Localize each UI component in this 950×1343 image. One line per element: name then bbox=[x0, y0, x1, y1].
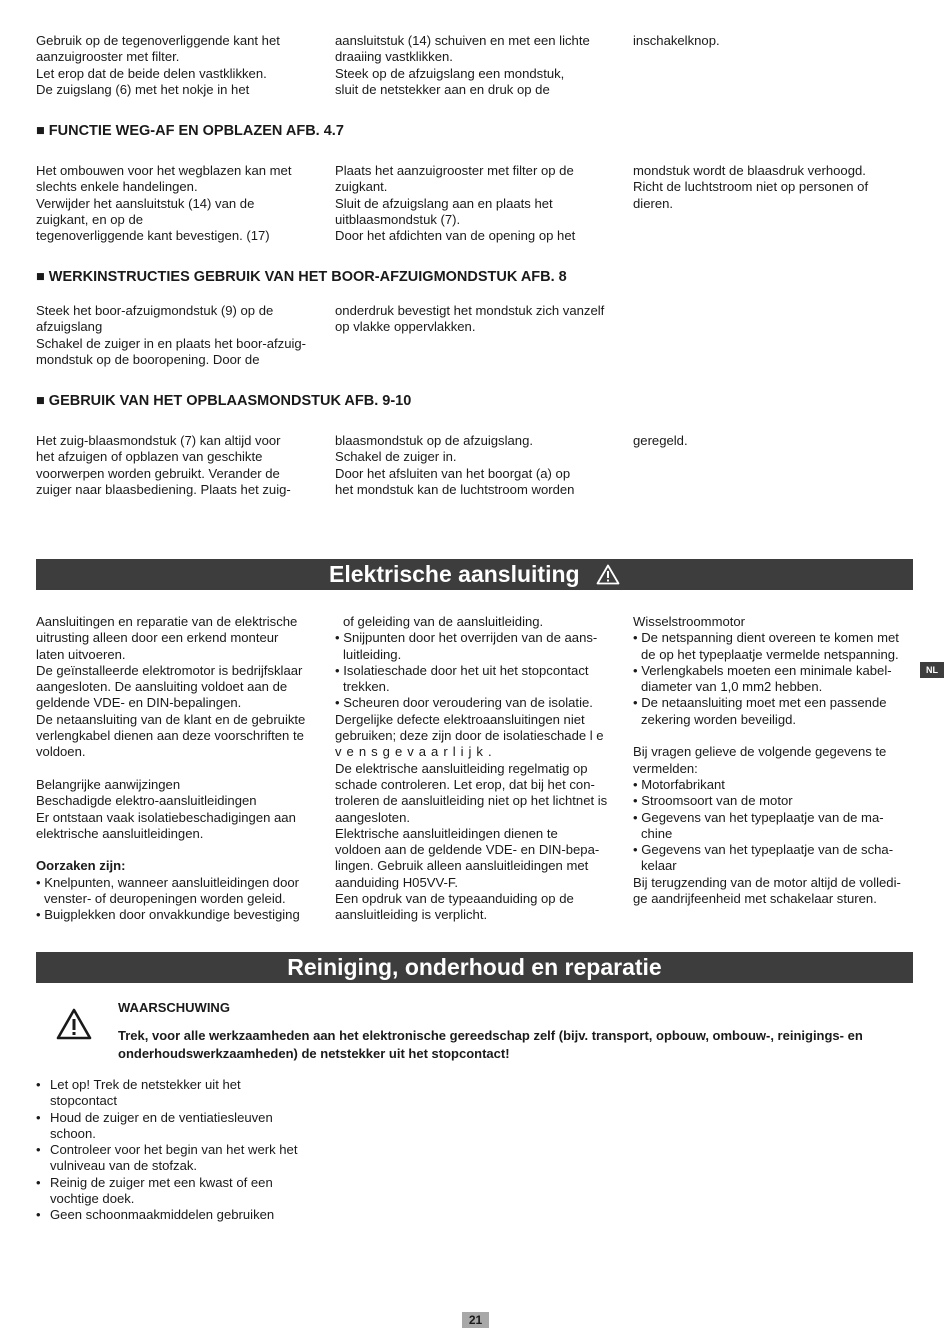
text-line: stopcontact bbox=[50, 1093, 117, 1109]
text-line: luitleiding. bbox=[343, 646, 402, 662]
text-line: laten uitvoeren. bbox=[36, 646, 126, 662]
text-line: blaasmondstuk op de afzuigslang. bbox=[335, 433, 533, 448]
text-line: schoon. bbox=[50, 1125, 96, 1141]
text-line: • Stroomsoort van de motor bbox=[633, 793, 793, 809]
banner-title: Elektrische aansluiting bbox=[329, 561, 580, 587]
list-item bbox=[36, 1142, 297, 1175]
text-line: trekken. bbox=[343, 679, 390, 695]
text-line: Let op! Trek de netstekker uit het bbox=[50, 1077, 241, 1092]
text-line: afzuigslang bbox=[36, 319, 103, 335]
text-line: • Scheuren door veroudering van de isolatie. bbox=[335, 695, 593, 711]
text-line: Beschadigde elektro-aansluitleidingen bbox=[36, 793, 257, 809]
text-line: • Motorfabrikant bbox=[633, 776, 725, 792]
text-line: • Isolatieschade door het uit het stopcontact bbox=[335, 662, 589, 678]
section-heading-werkinstructies: ■ WERKINSTRUCTIES GEBRUIK VAN HET BOOR-AFZUIGMONDSTUK AFB. 8 bbox=[36, 269, 567, 285]
text-line: De zuigslang (6) met het nokje in het bbox=[36, 81, 250, 97]
text-line bbox=[36, 761, 305, 777]
text-line: onderdruk bevestigt het mondstuk zich vanzelf bbox=[335, 303, 605, 318]
text-line-bold: Oorzaken zijn: bbox=[36, 858, 126, 874]
text-line: voldoen. bbox=[36, 744, 86, 760]
text-line: • Knelpunten, wanneer aansluitleidingen door bbox=[36, 874, 300, 890]
text-line: schade controleren. Let erop, dat bij het con- bbox=[335, 776, 595, 792]
functie-col2 bbox=[335, 163, 575, 244]
text-line: Het zuig-blaasmondstuk (7) kan altijd voor bbox=[36, 433, 281, 448]
opblaas-col3 bbox=[633, 433, 688, 449]
text-line: tegenoverliggende kant bevestigen. (17) bbox=[36, 228, 270, 244]
text-line: Richt de luchtstroom niet op personen of bbox=[633, 179, 869, 195]
text-line: Elektrische aansluitleidingen dienen te bbox=[335, 825, 558, 841]
text-line: chine bbox=[641, 825, 673, 841]
text-line: venster- of deuropeningen worden geleid. bbox=[44, 891, 286, 907]
text-line: Aansluitingen en reparatie van de elektrische bbox=[36, 614, 298, 629]
list-item bbox=[36, 1077, 297, 1110]
text-line: uitrusting alleen door een erkend monteur bbox=[36, 630, 279, 646]
top-col3 bbox=[633, 33, 720, 49]
text-line: Door het afsluiten van het boorgat (a) op bbox=[335, 465, 571, 481]
warning-text bbox=[118, 1027, 863, 1063]
werk-col1 bbox=[36, 303, 306, 368]
text-line: De netaansluiting van de klant en de gebruikte bbox=[36, 711, 306, 727]
text-line: De geïnstalleerde elektromotor is bedrijfsklaar bbox=[36, 662, 303, 678]
opblaas-col2 bbox=[335, 433, 574, 498]
text-line: of geleiding van de aansluitleiding. bbox=[343, 614, 544, 629]
text-line: • De netaansluiting moet met een passende bbox=[633, 695, 887, 711]
warning-triangle-icon bbox=[596, 562, 620, 593]
text-line: draaiing vastklikken. bbox=[335, 49, 453, 65]
text-line: vermelden: bbox=[633, 760, 698, 776]
text-line: aanduiding H05VV-F. bbox=[335, 874, 459, 890]
text-line: vochtige doek. bbox=[50, 1191, 135, 1207]
language-tab: NL bbox=[920, 662, 944, 678]
text-line: voldoen aan de geldende VDE- en DIN-bepa- bbox=[335, 842, 600, 858]
werk-col2 bbox=[335, 303, 604, 336]
text-line bbox=[633, 728, 901, 744]
text-line: De elektrische aansluitleiding regelmatig op bbox=[335, 760, 588, 776]
maintenance-list bbox=[36, 1077, 297, 1224]
text-line: zekering worden beveiligd. bbox=[641, 711, 797, 727]
text-line: Reinig de zuiger met een kwast of een bbox=[50, 1174, 273, 1190]
text-line-spaced: vensgevaarlijk. bbox=[335, 744, 497, 760]
text-line: aanzuigrooster met filter. bbox=[36, 49, 180, 65]
text-line: Een opdruk van de typeaanduiding op de bbox=[335, 891, 574, 907]
text-line: Schakel de zuiger in. bbox=[335, 449, 457, 465]
functie-col1 bbox=[36, 163, 291, 244]
text-line bbox=[36, 842, 305, 858]
text-line: elektrische aansluitleidingen. bbox=[36, 825, 204, 841]
text-line: Door het afdichten van de opening op het bbox=[335, 228, 576, 244]
text-line: Dergelijke defecte elektroaansluitingen niet bbox=[335, 711, 585, 727]
elektrisch-col2 bbox=[335, 614, 607, 924]
text-line: aangesloten. De aansluiting voldoet aan de bbox=[36, 679, 288, 695]
page-number: 21 bbox=[462, 1312, 489, 1328]
text-line: zuigkant. bbox=[335, 179, 388, 195]
text-line: uitblaasmondstuk (7). bbox=[335, 211, 461, 227]
text-line: Let erop dat de beide delen vastklikken. bbox=[36, 65, 267, 81]
text-line: • Snijpunten door het overrijden van de aans- bbox=[335, 630, 598, 646]
banner-title: Reiniging, onderhoud en reparatie bbox=[287, 954, 662, 980]
warning-triangle-icon bbox=[56, 1008, 92, 1045]
text-line: vulniveau van de stofzak. bbox=[50, 1158, 198, 1174]
section-heading-functie: ■ FUNCTIE WEG-AF EN OPBLAZEN AFB. 4.7 bbox=[36, 123, 344, 139]
text-line: de op het typeplaatje vermelde netspanning. bbox=[641, 646, 899, 662]
text-line: • Gegevens van het typeplaatje van de ma- bbox=[633, 809, 884, 825]
text-line: Het ombouwen voor het wegblazen kan met bbox=[36, 163, 292, 178]
text-line: voorwerpen worden gebruikt. Verander de bbox=[36, 465, 280, 481]
section-banner-reiniging bbox=[36, 952, 913, 983]
text-line: zuigkant, en op de bbox=[36, 211, 144, 227]
text-line: Geen schoonmaakmiddelen gebruiken bbox=[50, 1207, 275, 1223]
text-line: kelaar bbox=[641, 858, 677, 874]
opblaas-col1 bbox=[36, 433, 291, 498]
text-line: het afzuigen of opblazen van geschikte bbox=[36, 449, 263, 465]
text-line: ge aandrijfeenheid met schakelaar sturen. bbox=[633, 891, 877, 907]
text-line: onderhoudswerkzaamheden) de netstekker uit het stopcontact! bbox=[118, 1046, 510, 1061]
list-item bbox=[36, 1207, 297, 1223]
section-heading-opblaasmondstuk: ■ GEBRUIK VAN HET OPBLAASMONDSTUK AFB. 9-10 bbox=[36, 393, 412, 409]
bullet: • bbox=[36, 1207, 41, 1223]
text-line: troleren de aansluitleiding niet op het lichtnet is bbox=[335, 793, 608, 809]
text-line: • Gegevens van het typeplaatje van de scha- bbox=[633, 842, 894, 858]
text-line: mondstuk op de booropening. Door de bbox=[36, 351, 260, 367]
text-line: geregeld. bbox=[633, 433, 688, 448]
top-col2 bbox=[335, 33, 590, 98]
text-line: • Verlengkabels moeten een minimale kabel- bbox=[633, 662, 892, 678]
text-line: Sluit de afzuigslang aan en plaats het bbox=[335, 195, 553, 211]
bullet: • bbox=[36, 1142, 41, 1158]
text-line: Bij vragen gelieve de volgende gegevens te bbox=[633, 744, 887, 760]
text-line: geldende VDE- en DIN-bepalingen. bbox=[36, 695, 242, 711]
top-col1 bbox=[36, 33, 280, 98]
text-line: mondstuk wordt de blaasdruk verhoogd. bbox=[633, 163, 866, 178]
text-line: Gebruik op de tegenoverliggende kant het bbox=[36, 33, 280, 48]
text-line: verlengkabel dienen aan deze voorschriften te bbox=[36, 728, 304, 744]
text-line: aansluitstuk (14) schuiven en met een lichte bbox=[335, 33, 590, 48]
text-line: Wisselstroommotor bbox=[633, 614, 746, 629]
list-item bbox=[36, 1175, 297, 1208]
text-line: sluit de netstekker aan en druk op de bbox=[335, 81, 550, 97]
text-line: • Buigplekken door onvakkundige bevestiging bbox=[36, 907, 300, 923]
text-line: Controleer voor het begin van het werk het bbox=[50, 1142, 298, 1158]
text-line: Belangrijke aanwijzingen bbox=[36, 776, 181, 792]
text-line: Er ontstaan vaak isolatiebeschadigingen aan bbox=[36, 809, 296, 825]
text-line: Houd de zuiger en de ventiatiesleuven bbox=[50, 1109, 273, 1125]
text-line: aansluitleiding is verplicht. bbox=[335, 907, 488, 923]
bullet: • bbox=[36, 1174, 41, 1190]
text-line: Trek, voor alle werkzaamheden aan het elektronische gereedschap zelf (bijv. transport, opbouw, ombouw-, reinigings- en bbox=[118, 1028, 863, 1043]
text-line: • De netspanning dient overeen te komen met bbox=[633, 630, 899, 646]
text-line: Schakel de zuiger in en plaats het boor-afzuig- bbox=[36, 335, 307, 351]
text-line: Bij terugzending van de motor altijd de volledi- bbox=[633, 874, 901, 890]
text-line: Steek het boor-afzuigmondstuk (9) op de bbox=[36, 303, 274, 318]
text-line: inschakelknop. bbox=[633, 33, 720, 48]
text-line: Plaats het aanzuigrooster met filter op de bbox=[335, 163, 574, 178]
text-line: dieren. bbox=[633, 195, 674, 211]
elektrisch-col1 bbox=[36, 614, 305, 924]
section-banner-elektrisch bbox=[36, 559, 913, 590]
warning-title: WAARSCHUWING bbox=[118, 1000, 230, 1015]
elektrisch-col3 bbox=[633, 614, 901, 907]
text-line: op vlakke oppervlakken. bbox=[335, 319, 476, 335]
text-line: het mondstuk kan de luchtstroom worden bbox=[335, 481, 575, 497]
text-line: diameter van 1,0 mm2 hebben. bbox=[641, 679, 823, 695]
text-line: gebruiken; deze zijn door de isolatieschade l e bbox=[335, 728, 604, 744]
bullet: • bbox=[36, 1109, 41, 1125]
text-line: slechts enkele handelingen. bbox=[36, 179, 198, 195]
text-line: Steek op de afzuigslang een mondstuk, bbox=[335, 65, 565, 81]
text-line: aangesloten. bbox=[335, 809, 410, 825]
bullet: • bbox=[36, 1077, 41, 1092]
functie-col3 bbox=[633, 163, 868, 212]
text-line: Verwijder het aansluitstuk (14) van de bbox=[36, 195, 255, 211]
text-line: lingen. Gebruik alleen aansluitleidingen met bbox=[335, 858, 589, 874]
list-item bbox=[36, 1110, 297, 1143]
text-line: zuiger naar blaasbediening. Plaats het zuig- bbox=[36, 481, 291, 497]
